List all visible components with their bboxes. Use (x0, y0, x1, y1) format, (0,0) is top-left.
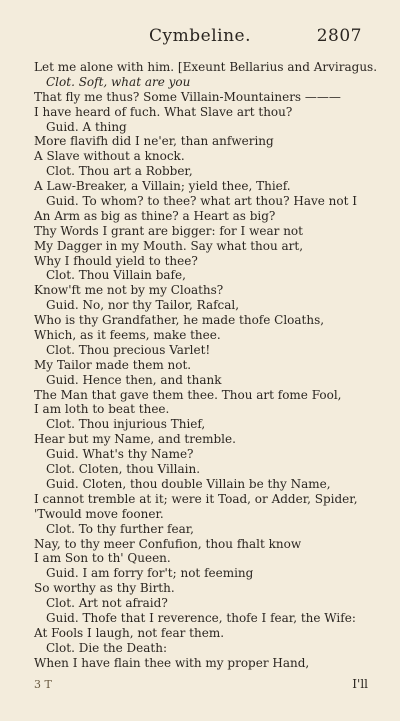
text-line: More flavifh did I ne'er, than anfwering (34, 134, 274, 149)
signature-mark: 3 T (34, 678, 52, 691)
text-line: I cannot tremble at it; were it Toad, or Adder, Spider, (34, 491, 358, 506)
text-line: Who is thy Grandfather, he made thofe Cloaths, (34, 313, 325, 328)
text-line: When I have flain thee with my proper Hand, (34, 655, 310, 670)
text-line: Clot. Thou precious Varlet! (46, 342, 211, 357)
text-line: Clot. Art not afraid? (46, 596, 168, 611)
text-line: A Slave without a knock. (34, 149, 185, 164)
text-line: Guid. To whom? to thee? what art thou? Have not I (46, 194, 358, 209)
text-line: Guid. A thing (46, 119, 127, 134)
text-line: The Man that gave them thee. Thou art fome Fool, (34, 387, 342, 402)
text-line: My Dagger in my Mouth. Say what thou art, (34, 238, 304, 253)
text-line: A Law-Breaker, a Villain; yield thee, Thief. (34, 179, 291, 194)
text-line: At Fools I laugh, not fear them. (34, 625, 225, 640)
text-line: Guid. Cloten, thou double Villain be thy Name, (46, 476, 331, 491)
text-line: 'Twould move fooner. (34, 506, 164, 521)
text-line: So worthy as thy Birth. (34, 581, 175, 596)
text-line: That fly me thus? Some Villain-Mountainers ——— (34, 89, 341, 104)
text-line: I have heard of fuch. What Slave art thou? (34, 104, 293, 119)
text-line: Nay, to thy meer Confufion, thou fhalt know (34, 536, 302, 551)
text-line: I am Son to th' Queen. (34, 551, 171, 566)
text-line: Guid. Hence then, and thank (46, 372, 222, 387)
running-title: Cymbeline. (149, 26, 251, 46)
text-line: Clot. Soft, what are you (46, 74, 191, 89)
text-line: Guid. I am forry for't; not feeming (46, 566, 254, 581)
text-line: Let me alone with him. [Exeunt Bellarius and Arviragus. (34, 60, 378, 74)
text-line: Thy Words I grant are bigger: for I wear not (34, 223, 303, 238)
text-line: Clot. Thou art a Robber, (46, 164, 193, 179)
text-line: Clot. Thou injurious Thief, (46, 417, 206, 432)
play-text (30, 60, 380, 671)
text-line: Clot. To thy further fear, (46, 521, 194, 536)
text-line: Clot. Cloten, thou Villain. (46, 462, 201, 477)
text-line: Clot. Thou Villain bafe, (46, 268, 186, 283)
text-line: An Arm as big as thine? a Heart as big? (34, 208, 276, 223)
page-number: 2807 (316, 26, 362, 46)
text-line: Why I fhould yield to thee? (34, 253, 198, 268)
running-header (0, 26, 400, 50)
text-line: Guid. What's thy Name? (46, 447, 194, 462)
text-line: Guid. Thofe that I reverence, thofe I fear, the Wife: (46, 610, 356, 625)
text-line: Clot. Die the Death: (46, 640, 168, 655)
text-line: I am loth to beat thee. (34, 402, 170, 417)
catchword: I'll (352, 677, 368, 691)
text-line: Hear but my Name, and tremble. (34, 432, 236, 447)
text-line: My Tailor made them not. (34, 357, 192, 372)
text-line: Guid. No, nor thy Tailor, Rafcal, (46, 298, 240, 313)
text-line: Know'ft me not by my Cloaths? (34, 283, 224, 298)
text-line: Which, as it feems, make thee. (34, 328, 221, 343)
